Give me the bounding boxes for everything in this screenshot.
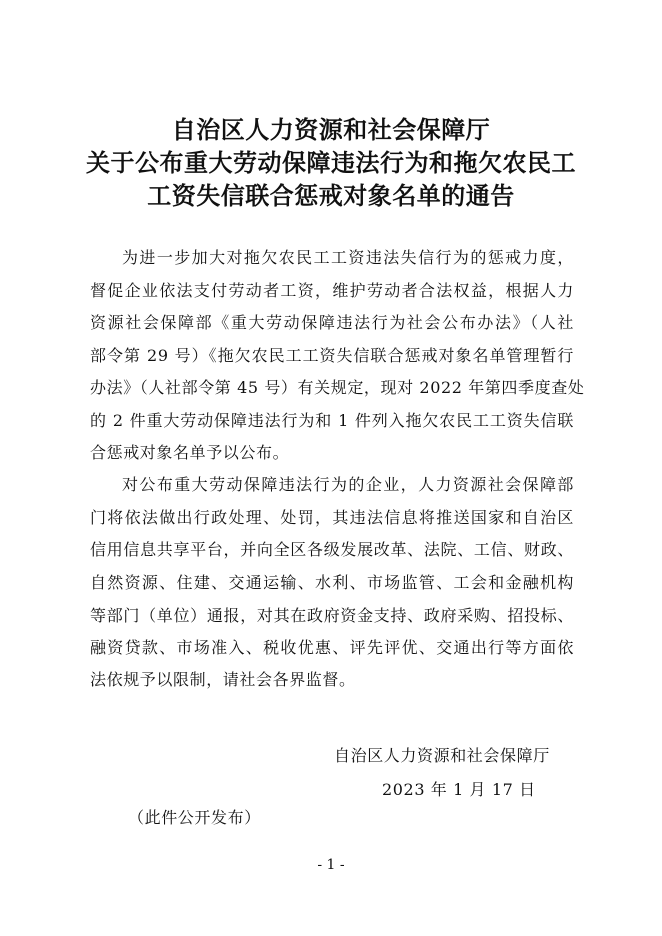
paragraph-line: 法依规予以限制，请社会各界监督。 <box>90 670 356 689</box>
signature-organization: 自治区人力资源和社会保障厅 <box>334 746 550 765</box>
document-title-line-1: 自治区人力资源和社会保障厅 <box>171 115 491 144</box>
publication-note: （此件公开发布） <box>128 808 261 827</box>
page-number: - 1 - <box>317 857 345 873</box>
paragraph-line: 资源社会保障部《重大劳动保障违法行为社会公布办法》（人社 <box>90 313 574 332</box>
paragraph-line: 融资贷款、市场准入、税收优惠、评先评优、交通出行等方面依 <box>90 638 574 657</box>
paragraph-line: 合惩戒对象名单予以公布。 <box>90 443 290 462</box>
paragraph-line: 的 2 件重大劳动保障违法行为和 1 件列入拖欠农民工工资失信联 <box>90 411 574 430</box>
signature-date: 2023 年 1 月 17 日 <box>382 780 536 799</box>
paragraph-line: 为进一步加大对拖欠农民工工资违法失信行为的惩戒力度， <box>122 248 574 267</box>
paragraph-line: 自然资源、住建、交通运输、水利、市场监管、工会和金融机构 <box>90 573 574 592</box>
paragraph-line: 门将依法做出行政处理、处罚，其违法信息将推送国家和自治区 <box>90 508 574 527</box>
document-title-line-2: 关于公布重大劳动保障违法行为和拖欠农民工 <box>86 148 576 177</box>
paragraph-line: 办法》（人社部令第 45 号）有关规定，现对 2022 年第四季度查处 <box>90 378 585 397</box>
paragraph-line: 督促企业依法支付劳动者工资，维护劳动者合法权益，根据人力 <box>90 281 574 300</box>
document-title-line-3: 工资失信联合惩戒对象名单的通告 <box>147 181 515 210</box>
paragraph-line: 对公布重大劳动保障违法行为的企业，人力资源社会保障部 <box>122 475 574 494</box>
paragraph-line: 等部门（单位）通报，对其在政府资金支持、政府采购、招投标、 <box>90 606 574 625</box>
paragraph-line: 信用信息共享平台，并向全区各级发展改革、法院、工信、财政、 <box>90 540 574 559</box>
paragraph-line: 部令第 29 号）《拖欠农民工工资失信联合惩戒对象名单管理暂行 <box>90 346 574 365</box>
